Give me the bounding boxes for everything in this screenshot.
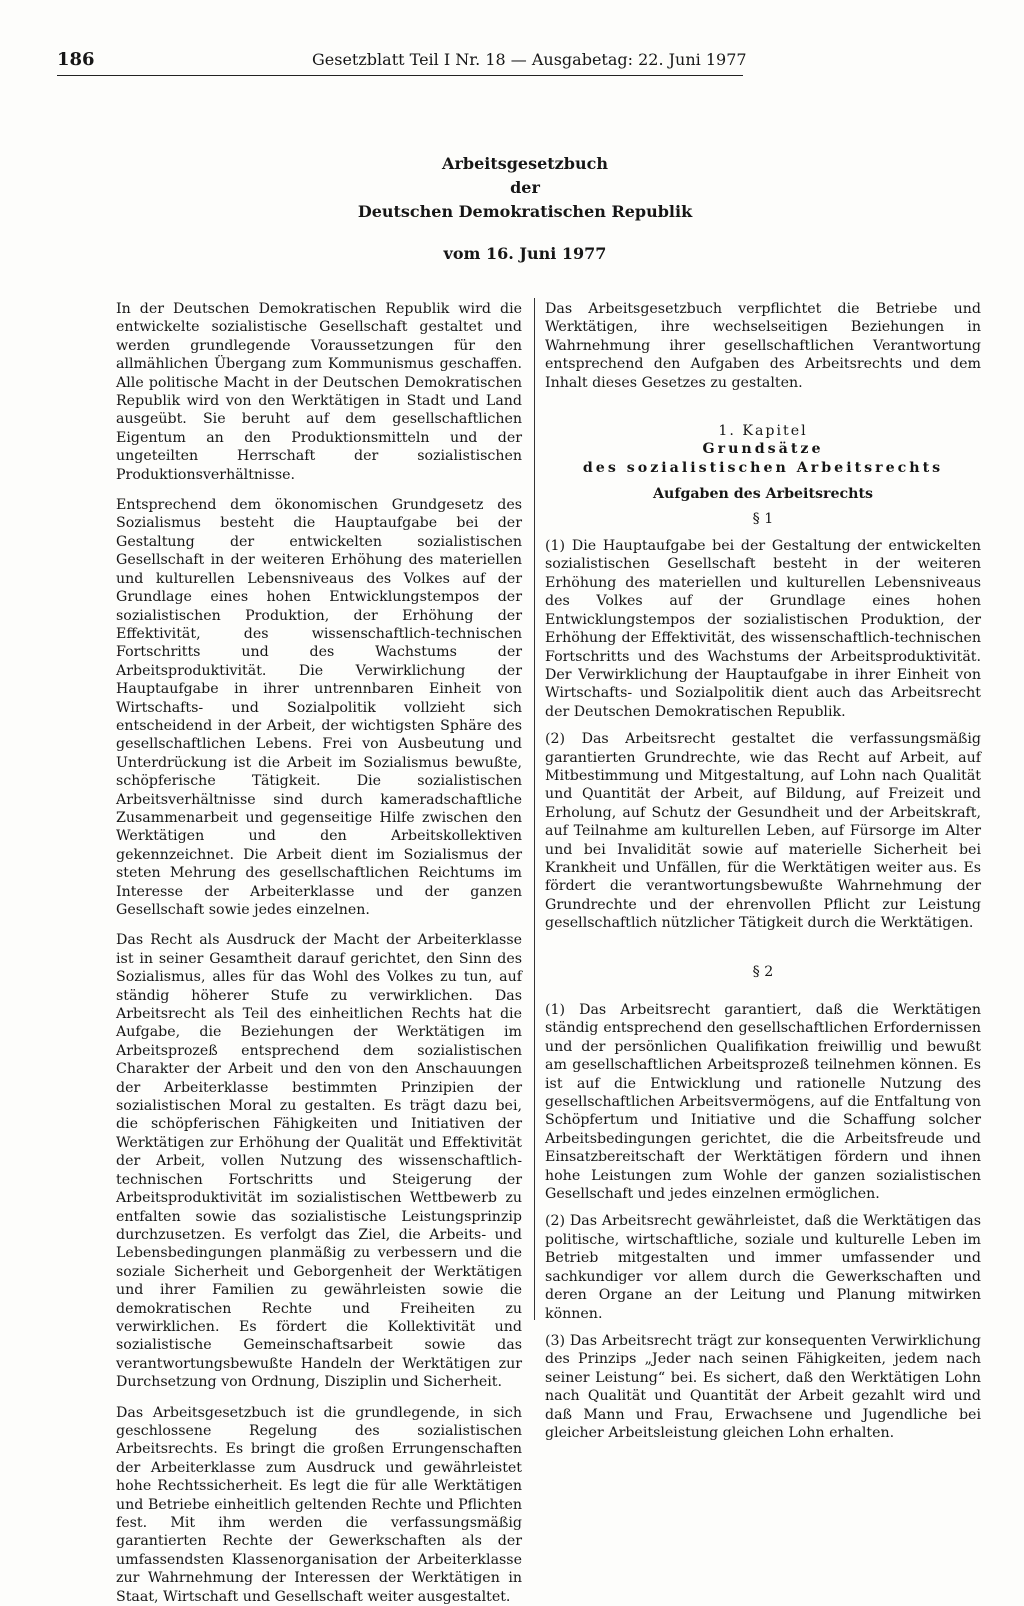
header-rule xyxy=(57,75,743,76)
paragraph-2-sign: § 2 xyxy=(752,963,774,980)
chapter-number: 1. Kapitel xyxy=(718,423,808,440)
paragraph-2-clause-1: (1) Das Arbeitsrecht garantiert, daß die Werktätigen ständig entsprechend den gesellschaftlichen Erfordernissen und der persönlichen Qualifikation freiwillig und bewußt am gesellschaftlichen Arbeitsprozeß teilnehmen können. Es ist auf die Entwicklung und rationelle Nutzung des gesellschaftlichen Arbeitsvermögens, auf die Entfaltung von Schöpfertum und Initiative und die Schaffung solcher Arbeitsbedingungen gerichtet, die die Arbeitsfreude und Einsatzbereitschaft der Werktätigen fördern und ihnen hohe Leistungen zum Wohle der ganzen sozialistischen Gesellschaft und jedes einzelnen ermöglichen. xyxy=(545,1002,981,1203)
title-line-2: der xyxy=(510,178,540,197)
paragraph-1-clause-2: (2) Das Arbeitsrecht gestaltet die verfassungsmäßig garantierten Grundrechte, wie das Recht auf Arbeit, auf Mitbestimmung und Mitgestaltung, auf Lohn nach Qualität und Quantität der Arbeit, auf Bildung, auf Freizeit und Erholung, auf Schutz der Gesundheit und der Arbeitskraft, auf Teilnahme am kulturellen Leben, auf Fürsorge im Alter und bei Invalidität sowie auf materielle Sicherheit bei Krankheit und Unfällen, für die Werktätigen weiter aus. Es fördert die verantwortungsbewußte Wahrnehmung der Grundrechte und der ehrenvollen Pflicht zur Leistung gesellschaftlich nützlicher Tätigkeit durch die Werktätigen. xyxy=(545,731,981,932)
document-date: vom 16. Juni 1977 xyxy=(443,244,607,263)
page-number: 186 xyxy=(57,49,95,70)
preamble-paragraph-2: Entsprechend dem ökonomischen Grundgesetz des Sozialismus besteht die Hauptaufgabe bei der Gestaltung der entwickelten sozialistischen Gesellschaft in der weiteren Erhöhung des materiellen und kulturellen Lebensniveaus des Volkes auf der Grundlage eines hohen Entwicklungstempos der sozialistischen Produktion, der Erhöhung der Effektivität, des wissenschaftlich-technischen Fortschritts und des Wachstums der Arbeitsproduktivität. Die Verwirklichung der Hauptaufgabe in ihrer untrennbaren Einheit von Wirtschafts- und Sozialpolitik vollzieht sich entscheidend in der Arbeit, der wichtigsten Sphäre des gesellschaftlichen Lebens. Frei von Ausbeutung und Unterdrückung ist die Arbeit im Sozialismus bewußte, schöpferische Tätigkeit. Die sozialistischen Arbeitsverhältnisse sind durch kameradschaftliche Zusammenarbeit und gegenseitige Hilfe zwischen den Werktätigen und den Arbeitskollektiven gekennzeichnet. Die Arbeit dient im Sozialismus der steten Mehrung des gesellschaftlichen Reichtums im Interesse der Arbeiterklasse und der ganzen Gesellschaft sowie jedes einzelnen. xyxy=(116,497,522,918)
preamble-paragraph-4: Das Arbeitsgesetzbuch ist die grundlegende, in sich geschlossene Regelung des sozialistischen Arbeitsrechts. Es bringt die großen Errungenschaften der Arbeiterklasse zum Ausdruck und gewährleistet hohe Rechtssicherheit. Es legt die für alle Werktätigen und Betriebe einheitlich geltenden Rechte und Pflichten fest. Mit ihm werden die verfassungsmäßig garantierten Rechte der Gewerkschaften als der umfassendsten Klassenorganisation der Arbeiterklasse zur Wahrnehmung der Interessen der Werktätigen in Staat, Wirtschaft und Gesellschaft weiter ausgestaltet. xyxy=(116,1404,522,1605)
chapter-title-2: des sozialistischen Arbeitsrechts xyxy=(582,459,944,476)
running-title: Gesetzblatt Teil I Nr. 18 — Ausgabetag: 22. Juni 1977 xyxy=(312,50,747,69)
column-divider xyxy=(534,298,535,1320)
preamble-paragraph-3: Das Recht als Ausdruck der Macht der Arbeiterklasse ist in seiner Gesamtheit darauf gerichtet, den Sinn des Sozialismus, alles für das Wohl des Volkes zu tun, auf ständig höherer Stufe zu verwirklichen. Das Arbeitsrecht als Teil des einheitlichen Rechts hat die Aufgabe, die Beziehungen der Werktätigen im Arbeitsprozeß entsprechend dem sozialistischen Charakter der Arbeit und den von den Anschauungen der Arbeiterklasse bestimmten Prinzipien der sozialistischen Moral zu gestalten. Es trägt dazu bei, die schöpferischen Fähigkeiten und Initiativen der Werktätigen zur Erhöhung der Qualität und Effektivität der Arbeit, vollen Nutzung des wissenschaftlich-technischen Fortschritts und Steigerung der Arbeitsproduktivität im sozialistischen Wettbewerb zu entfalten sowie das sozialistische Leistungsprinzip durchzusetzen. Es verfolgt das Ziel, die Arbeits- und Lebensbedingungen planmäßig zu verbessern und die soziale Sicherheit und Geborgenheit der Werktätigen und ihrer Familien zu gewährleisten sowie die demokratischen Rechte und Freiheiten zu verwirklichen. Es fördert die Kollektivität und sozialistische Gemeinschaftsarbeit sowie das verantwortungsbewußte Handeln der Werktätigen zur Durchsetzung von Ordnung, Disziplin und Sicherheit. xyxy=(116,932,522,1391)
section-title: Aufgaben des Arbeitsrechts xyxy=(653,486,873,503)
document-title xyxy=(290,152,760,224)
preamble-paragraph-5: Das Arbeitsgesetzbuch verpflichtet die Betriebe und Werktätigen, ihre wechselseitigen Beziehungen in Wahrnehmung ihrer gesellschaftlichen Verantwortung entsprechend den Aufgaben des Arbeitsrechts und dem Inhalt dieses Gesetzes zu gestalten. xyxy=(545,301,981,391)
chapter-title-1: Grundsätze xyxy=(702,441,824,458)
paragraph-2-clause-2: (2) Das Arbeitsrecht gewährleistet, daß die Werktätigen das politische, wirtschaftliche, soziale und kulturelle Leben im Betrieb mitgestalten und immer umfassender und sachkundiger vor allem durch die Gewerkschaften und deren Organe an der Leitung und Planung mitwirken können. xyxy=(545,1213,981,1322)
left-column xyxy=(116,300,522,1606)
page-header xyxy=(57,46,747,74)
title-line-1: Arbeitsgesetzbuch xyxy=(442,154,608,173)
paragraph-1-clause-1: (1) Die Hauptaufgabe bei der Gestaltung der entwickelten sozialistischen Gesellschaft besteht in der weiteren Erhöhung des materiellen und kulturellen Lebensniveaus des Volkes auf der Grundlage eines hohen Entwicklungstempos der sozialistischen Produktion, der Erhöhung der Effektivität, des wissenschaftlich-technischen Fortschritts und des Wachstums der Arbeitsproduktivität. Der Verwirklichung der Hauptaufgabe in ihrer Einheit von Wirtschafts- und Sozialpolitik dient auch das Arbeitsrecht der Deutschen Demokratischen Republik. xyxy=(545,538,981,720)
paragraph-1-sign: § 1 xyxy=(752,510,774,527)
preamble-paragraph-1: In der Deutschen Demokratischen Republik wird die entwickelte sozialistische Gesellschaft gestaltet und werden grundlegende Voraussetzungen für den allmählichen Übergang zum Kommunismus geschaffen. Alle politische Macht in der Deutschen Demokratischen Republik wird von den Werktätigen in Stadt und Land ausgeübt. Sie beruht auf dem gesellschaftlichen Eigentum an den Produktionsmitteln und der ungeteilten Herrschaft der sozialistischen Produktionsverhältnisse. xyxy=(116,301,522,483)
paragraph-2-clause-3: (3) Das Arbeitsrecht trägt zur konsequenten Verwirklichung des Prinzips „Jeder nach seinen Fähigkeiten, jedem nach seiner Leistung“ bei. Es sichert, daß den Werktätigen Lohn nach Qualität und Quantität der Arbeit gezahlt wird und daß Mann und Frau, Erwachsene und Jugendliche bei gleicher Arbeitsleistung gleichen Lohn erhalten. xyxy=(545,1332,981,1441)
title-line-3: Deutschen Demokratischen Republik xyxy=(357,202,693,221)
right-column xyxy=(545,300,981,1442)
